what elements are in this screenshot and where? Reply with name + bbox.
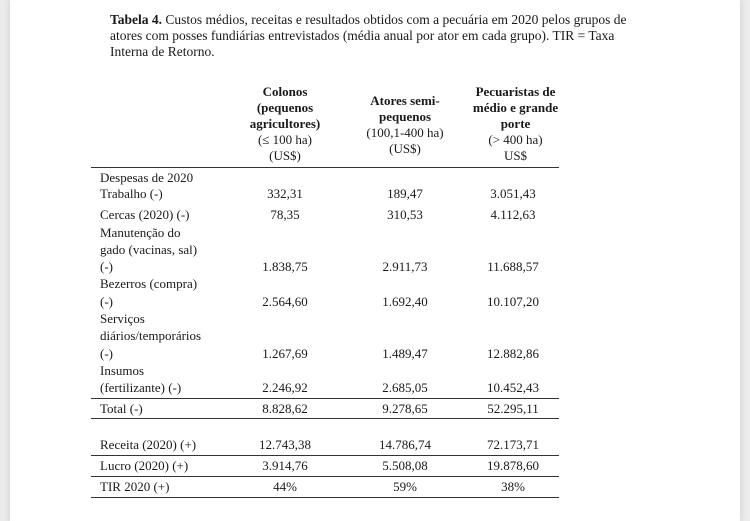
- row-label: (-): [100, 259, 113, 274]
- table-cell: 189,47: [387, 186, 423, 201]
- table-cell: 3.914,76: [262, 458, 308, 473]
- row-label: Serviços: [100, 311, 145, 326]
- row-label: Cercas (2020) (-): [100, 207, 190, 222]
- header-rule: [91, 167, 559, 168]
- table-cell: 1.692,40: [382, 294, 428, 309]
- header-line: (US$): [269, 148, 301, 163]
- table-cell: 9.278,65: [382, 401, 428, 416]
- result-label: Lucro (2020) (+): [100, 458, 189, 473]
- table-cell: 14.786,74: [379, 437, 431, 452]
- table-cell: 332,31: [267, 186, 303, 201]
- header-line: (≤ 100 ha): [257, 132, 313, 147]
- header-line: Atores semi-: [370, 93, 440, 108]
- table-cell: 12.882,86: [487, 346, 539, 361]
- row-label: Manutenção do: [100, 225, 181, 240]
- row-label: Trabalho (-): [100, 186, 163, 201]
- bottom-rule: [91, 497, 559, 498]
- section-label: Despesas de 2020: [100, 170, 194, 185]
- table-cell: 72.173,71: [487, 437, 539, 452]
- table-cell: 1.267,69: [262, 346, 308, 361]
- column-header-semi-pequenos: [350, 93, 460, 157]
- table-cell: 310,53: [387, 207, 423, 222]
- table-cell: 10.452,43: [487, 380, 539, 395]
- result-label: TIR 2020 (+): [100, 479, 170, 494]
- row-rule: [91, 455, 559, 456]
- header-line: US$: [503, 148, 528, 163]
- header-line: agricultores): [249, 116, 321, 131]
- table-cell: 44%: [273, 479, 297, 494]
- row-label: (-): [100, 294, 113, 309]
- row-label: diários/temporários: [100, 328, 202, 343]
- row-label: (-): [100, 346, 113, 361]
- table-cell: 5.508,08: [382, 458, 428, 473]
- table-cell: 38%: [501, 479, 525, 494]
- column-header-pecuaristas: [458, 84, 573, 164]
- header-line: (100,1-400 ha): [366, 125, 444, 140]
- table-cell: 3.051,43: [490, 186, 536, 201]
- header-line: porte: [500, 116, 531, 131]
- row-label: gado (vacinas, sal): [100, 242, 198, 257]
- header-line: (pequenos: [256, 100, 314, 115]
- table-cell: 1.489,47: [382, 346, 428, 361]
- table-cell: 2.911,73: [382, 259, 428, 274]
- header-line: Colonos: [262, 84, 308, 99]
- row-rule: [91, 476, 559, 477]
- header-line: pequenos: [378, 109, 432, 124]
- row-label: Bezerros (compra): [100, 276, 198, 291]
- total-bottom-rule: [91, 418, 559, 419]
- caption-bold: Tabela 4.: [110, 12, 163, 27]
- table-cell: 8.828,62: [262, 401, 308, 416]
- row-label: (fertilizante) (-): [100, 380, 182, 395]
- total-label: Total (-): [100, 401, 143, 416]
- caption-text: Custos médios, receitas e resultados obtidos com a pecuária em 2020 pelos grupos de atores com posses fundiárias entrevistados (média anual por ator em cada grupo). TIR = Taxa Interna de Retorno.: [110, 12, 627, 59]
- header-line: (US$): [389, 141, 421, 156]
- table-cell: 2.564,60: [262, 294, 308, 309]
- table-cell: 10.107,20: [487, 294, 539, 309]
- table-cell: 2.246,92: [262, 380, 308, 395]
- table-cell: 11.688,57: [487, 259, 539, 274]
- column-header-colonos: [235, 84, 335, 164]
- total-top-rule: [91, 398, 559, 399]
- table-cell: 1.838,75: [262, 259, 308, 274]
- table-cell: 4.112,63: [490, 207, 536, 222]
- table-cell: 19.878,60: [487, 458, 539, 473]
- header-line: Pecuaristas de: [475, 84, 556, 99]
- table-cell: 59%: [393, 479, 417, 494]
- table-cell: 2.685,05: [382, 380, 428, 395]
- table-cell: 12.743,38: [259, 437, 311, 452]
- table-cell: 78,35: [270, 207, 300, 222]
- table-caption: [110, 12, 650, 60]
- header-line: médio e grande: [472, 100, 559, 115]
- result-label: Receita (2020) (+): [100, 437, 197, 452]
- table-cell: 52.295,11: [487, 401, 539, 416]
- header-line: (> 400 ha): [488, 132, 543, 147]
- row-label: Insumos: [100, 363, 145, 378]
